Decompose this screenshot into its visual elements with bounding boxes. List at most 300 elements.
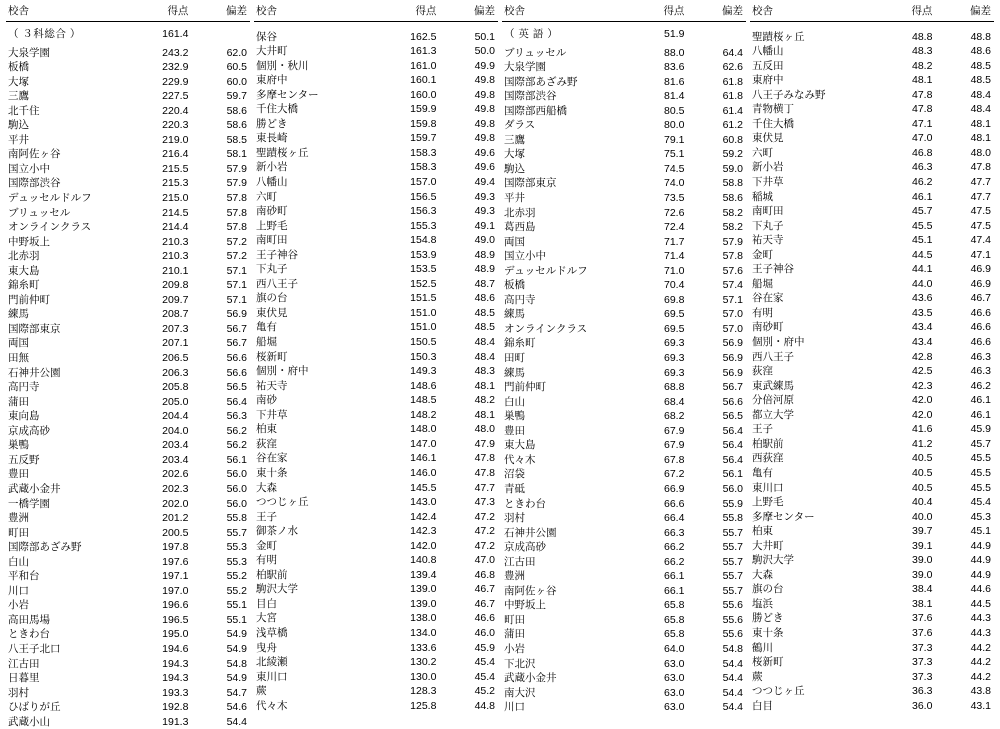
- school-score: 47.1: [912, 117, 933, 130]
- school-score: 44.0: [912, 277, 933, 290]
- school-score: 80.0: [664, 119, 685, 132]
- school-deviation: 56.6: [226, 366, 247, 379]
- school-deviation: 56.6: [722, 395, 743, 408]
- school-name: 亀有: [256, 321, 277, 334]
- school-score: 39.1: [912, 539, 933, 552]
- school-deviation: 55.7: [722, 526, 743, 539]
- school-score: 232.9: [162, 61, 189, 74]
- school-score: 36.0: [912, 699, 933, 712]
- school-name: 桜新町: [256, 350, 288, 363]
- school-name: 王子: [752, 423, 773, 436]
- table-row: [750, 248, 994, 263]
- school-deviation: 45.9: [970, 423, 991, 436]
- school-deviation: 58.1: [226, 148, 247, 161]
- school-score: 47.8: [912, 88, 933, 101]
- table-row: [502, 642, 746, 657]
- table-row: [502, 569, 746, 584]
- school-deviation: 61.8: [722, 75, 743, 88]
- school-deviation: 48.9: [474, 248, 495, 261]
- table-row: [750, 481, 994, 496]
- school-deviation: 45.4: [474, 670, 495, 683]
- school-name: 青砥: [504, 482, 525, 495]
- school-deviation: 60.0: [226, 75, 247, 88]
- header-score: 得点: [381, 4, 440, 21]
- school-name: 東十条: [256, 466, 288, 479]
- school-score: 40.0: [912, 510, 933, 523]
- school-score: 148.6: [410, 379, 437, 392]
- school-score: 193.3: [162, 686, 189, 699]
- school-score: 128.3: [410, 685, 437, 698]
- header-name: 校舎: [750, 4, 877, 21]
- school-name: 豊田: [8, 468, 29, 481]
- table-row: [750, 611, 994, 626]
- school-deviation: 55.9: [722, 497, 743, 510]
- school-score: 41.2: [912, 437, 933, 450]
- header-dev: 偏差: [687, 4, 746, 21]
- school-score: 66.3: [664, 526, 685, 539]
- school-name: 錦糸町: [8, 279, 40, 292]
- group-dev: [687, 26, 746, 42]
- school-deviation: 47.5: [970, 205, 991, 218]
- school-deviation: 62.0: [226, 46, 247, 59]
- school-name: 御茶ノ水: [256, 525, 298, 538]
- table-row: [6, 511, 250, 526]
- school-score: 204.0: [162, 424, 189, 437]
- school-score: 37.3: [912, 656, 933, 669]
- school-name: 柏東: [752, 525, 773, 538]
- school-score: 142.0: [410, 539, 437, 552]
- table-row: [254, 641, 498, 656]
- table-row: [6, 60, 250, 75]
- school-score: 192.8: [162, 701, 189, 714]
- school-deviation: 46.8: [474, 568, 495, 581]
- table-row: [254, 422, 498, 437]
- table-row: [6, 307, 250, 322]
- school-deviation: 56.0: [226, 468, 247, 481]
- header-name: 校舎: [254, 4, 381, 21]
- school-deviation: 57.9: [226, 162, 247, 175]
- school-deviation: 61.8: [722, 90, 743, 103]
- table-row: [6, 671, 250, 686]
- school-name: 西八王子: [256, 277, 298, 290]
- table-row: [254, 131, 498, 146]
- school-score: 161.3: [410, 45, 437, 58]
- table-row: [6, 657, 250, 672]
- table-header-row: [254, 4, 498, 21]
- school-name: 聖蹟桜ヶ丘: [752, 30, 805, 43]
- school-score: 205.0: [162, 395, 189, 408]
- table-row: [502, 540, 746, 555]
- table-row: [502, 293, 746, 308]
- school-name: 上野毛: [256, 219, 288, 232]
- table-row: [254, 160, 498, 175]
- school-name: 曳舟: [256, 641, 277, 654]
- school-deviation: 58.6: [226, 104, 247, 117]
- school-deviation: 55.7: [722, 584, 743, 597]
- school-name: 東伏見: [752, 132, 784, 145]
- school-name: 国際部あざみ野: [8, 541, 82, 554]
- school-deviation: 57.9: [722, 235, 743, 248]
- school-name: 蒲田: [8, 395, 29, 408]
- school-score: 155.3: [410, 219, 437, 232]
- school-name: ダラス: [504, 119, 536, 132]
- school-deviation: 45.4: [970, 496, 991, 509]
- school-score: 39.0: [912, 554, 933, 567]
- school-score: 39.0: [912, 568, 933, 581]
- school-deviation: 44.5: [970, 597, 991, 610]
- school-name: 北赤羽: [8, 250, 40, 263]
- school-score: 66.4: [664, 512, 685, 525]
- column-4: [750, 4, 994, 729]
- school-name: 上野毛: [752, 496, 784, 509]
- school-score: 40.5: [912, 466, 933, 479]
- table-row: [6, 220, 250, 235]
- school-name: 板橋: [504, 279, 525, 292]
- school-deviation: 54.9: [226, 642, 247, 655]
- school-name: 西八王子: [752, 350, 794, 363]
- school-deviation: 59.7: [226, 90, 247, 103]
- school-score: 153.9: [410, 248, 437, 261]
- table-row: [6, 351, 250, 366]
- school-name: 国際部渋谷: [8, 177, 61, 190]
- table-row: [750, 451, 994, 466]
- school-score: 143.0: [410, 496, 437, 509]
- table-row: [750, 102, 994, 117]
- school-name: 大泉学園: [8, 46, 50, 59]
- school-name: 小岩: [504, 642, 525, 655]
- school-deviation: 58.5: [226, 133, 247, 146]
- school-name: ときわ台: [504, 497, 546, 510]
- school-score: 44.5: [912, 248, 933, 261]
- school-score: 75.1: [664, 148, 685, 161]
- school-score: 146.1: [410, 452, 437, 465]
- school-score: 66.9: [664, 482, 685, 495]
- school-score: 197.0: [162, 584, 189, 597]
- school-deviation: 48.0: [970, 146, 991, 159]
- school-name: 南大沢: [504, 686, 536, 699]
- school-deviation: 58.6: [226, 119, 247, 132]
- table-row: [6, 104, 250, 119]
- school-score: 48.1: [912, 74, 933, 87]
- school-score: 71.0: [664, 264, 685, 277]
- school-score: 46.3: [912, 161, 933, 174]
- school-name: 浅草橋: [256, 626, 288, 639]
- school-name: 八王子北口: [8, 642, 61, 655]
- school-score: 69.3: [664, 352, 685, 365]
- school-name: 国際部東京: [504, 177, 557, 190]
- column-2: [254, 4, 498, 729]
- school-name: 町田: [8, 526, 29, 539]
- table-row: [254, 393, 498, 408]
- table-row: [750, 160, 994, 175]
- table-row: [6, 322, 250, 337]
- school-name: 北赤羽: [504, 206, 536, 219]
- school-score: 209.7: [162, 293, 189, 306]
- school-name: 祐天寺: [752, 234, 784, 247]
- school-name: 大森: [752, 568, 773, 581]
- ranking-table-4: [750, 4, 994, 713]
- school-score: 79.1: [664, 133, 685, 146]
- school-name: 荻窪: [752, 365, 773, 378]
- table-row: [750, 699, 994, 714]
- school-score: 219.0: [162, 133, 189, 146]
- school-deviation: 55.3: [226, 541, 247, 554]
- table-row: [502, 249, 746, 264]
- school-score: 64.0: [664, 642, 685, 655]
- school-score: 71.7: [664, 235, 685, 248]
- table-row: [502, 482, 746, 497]
- school-name: 下井草: [752, 176, 784, 189]
- school-score: 157.0: [410, 176, 437, 189]
- table-row: [502, 46, 746, 61]
- school-score: 154.8: [410, 234, 437, 247]
- table-row: [254, 597, 498, 612]
- school-name: 八王子みなみ野: [752, 88, 826, 101]
- school-score: 42.8: [912, 350, 933, 363]
- school-name: 下北沢: [504, 657, 536, 670]
- school-score: 69.5: [664, 308, 685, 321]
- school-deviation: 56.9: [722, 337, 743, 350]
- school-score: 41.6: [912, 423, 933, 436]
- school-score: 160.1: [410, 74, 437, 87]
- school-score: 142.4: [410, 510, 437, 523]
- table-row: [254, 539, 498, 554]
- school-score: 37.6: [912, 626, 933, 639]
- school-name: 荻窪: [256, 437, 277, 450]
- table-row: [254, 611, 498, 626]
- school-name: 高円寺: [8, 381, 40, 394]
- school-deviation: 45.9: [474, 641, 495, 654]
- school-name: 王子: [256, 510, 277, 523]
- table-row: [502, 453, 746, 468]
- table-row: [6, 395, 250, 410]
- school-name: 平井: [8, 133, 29, 146]
- school-name: 南町田: [256, 234, 288, 247]
- school-deviation: 57.0: [722, 308, 743, 321]
- table-row: [502, 627, 746, 642]
- school-score: 194.3: [162, 657, 189, 670]
- table-row: [502, 598, 746, 613]
- school-name: ブリュッセル: [8, 206, 71, 219]
- school-name: 有明: [752, 306, 773, 319]
- school-score: 37.3: [912, 670, 933, 683]
- table-row: [6, 162, 250, 177]
- school-deviation: 46.7: [474, 597, 495, 610]
- school-score: 40.4: [912, 496, 933, 509]
- school-score: 125.8: [410, 699, 437, 712]
- school-name: 桜新町: [752, 656, 784, 669]
- school-name: 谷在家: [256, 452, 288, 465]
- school-score: 156.5: [410, 190, 437, 203]
- school-deviation: 49.8: [474, 74, 495, 87]
- school-score: 68.4: [664, 395, 685, 408]
- school-name: 聖蹟桜ヶ丘: [256, 146, 309, 159]
- school-deviation: 46.1: [970, 408, 991, 421]
- school-deviation: 55.2: [226, 584, 247, 597]
- table-row: [502, 104, 746, 119]
- school-score: 65.8: [664, 628, 685, 641]
- school-name: 武蔵小山: [8, 715, 50, 728]
- table-row: [6, 526, 250, 541]
- school-deviation: 50.0: [474, 45, 495, 58]
- school-score: 38.1: [912, 597, 933, 610]
- school-score: 202.3: [162, 482, 189, 495]
- table-row: [6, 569, 250, 584]
- school-deviation: 46.3: [970, 350, 991, 363]
- school-deviation: 47.4: [970, 234, 991, 247]
- school-score: 88.0: [664, 46, 685, 59]
- header-score: 得点: [877, 4, 936, 21]
- table-row: [750, 670, 994, 685]
- school-score: 134.0: [410, 626, 437, 639]
- school-name: 王子神谷: [752, 263, 794, 276]
- school-name: 羽村: [8, 686, 29, 699]
- school-score: 72.4: [664, 221, 685, 234]
- table-row: [750, 335, 994, 350]
- table-row: [254, 204, 498, 219]
- school-score: 48.8: [912, 30, 933, 43]
- school-name: 三鷹: [504, 133, 525, 146]
- school-name: 平和台: [8, 570, 40, 583]
- school-score: 215.0: [162, 192, 189, 205]
- school-name: 大井町: [256, 45, 288, 58]
- table-row: [6, 686, 250, 701]
- school-score: 194.6: [162, 642, 189, 655]
- school-name: 練馬: [504, 366, 525, 379]
- school-deviation: 57.1: [226, 293, 247, 306]
- school-deviation: 54.4: [722, 672, 743, 685]
- school-deviation: 55.7: [722, 541, 743, 554]
- school-name: 目白: [256, 597, 277, 610]
- school-name: 沼袋: [504, 468, 525, 481]
- school-name: 六町: [256, 190, 277, 203]
- table-row: [254, 495, 498, 510]
- school-name: 田町: [504, 352, 525, 365]
- table-row: [254, 481, 498, 496]
- school-deviation: 54.4: [722, 657, 743, 670]
- table-row: [6, 555, 250, 570]
- school-deviation: 58.8: [722, 177, 743, 190]
- school-name: 南砂町: [752, 321, 784, 334]
- school-score: 42.3: [912, 379, 933, 392]
- school-deviation: 48.1: [970, 117, 991, 130]
- school-deviation: 47.7: [474, 481, 495, 494]
- school-deviation: 56.0: [722, 482, 743, 495]
- school-deviation: 48.9: [474, 263, 495, 276]
- school-score: 162.5: [410, 30, 437, 43]
- table-row: [502, 89, 746, 104]
- school-name: 国際部西船橋: [504, 104, 567, 117]
- school-name: 高田馬場: [8, 613, 50, 626]
- school-name: 多摩センター: [256, 88, 319, 101]
- school-name: 北千住: [8, 104, 40, 117]
- school-score: 69.8: [664, 293, 685, 306]
- school-score: 229.9: [162, 75, 189, 88]
- school-deviation: 49.6: [474, 146, 495, 159]
- school-score: 151.0: [410, 321, 437, 334]
- table-row: [750, 175, 994, 190]
- school-deviation: 56.0: [226, 482, 247, 495]
- school-deviation: 56.4: [722, 439, 743, 452]
- school-score: 138.0: [410, 612, 437, 625]
- school-deviation: 56.7: [226, 337, 247, 350]
- school-score: 159.8: [410, 117, 437, 130]
- table-row: [750, 306, 994, 321]
- school-score: 158.3: [410, 146, 437, 159]
- school-deviation: 55.7: [226, 526, 247, 539]
- school-name: 南砂町: [256, 205, 288, 218]
- school-deviation: 54.4: [722, 686, 743, 699]
- school-score: 38.4: [912, 583, 933, 596]
- table-row: [750, 553, 994, 568]
- school-score: 37.6: [912, 612, 933, 625]
- school-score: 204.4: [162, 410, 189, 423]
- school-deviation: 45.3: [970, 510, 991, 523]
- school-score: 159.9: [410, 103, 437, 116]
- school-deviation: 55.7: [722, 570, 743, 583]
- school-deviation: 49.8: [474, 117, 495, 130]
- school-deviation: 56.7: [226, 322, 247, 335]
- table-row: [750, 277, 994, 292]
- school-score: 220.3: [162, 119, 189, 132]
- school-deviation: 45.5: [970, 466, 991, 479]
- school-name: 蕨: [752, 670, 763, 683]
- table-row: [254, 262, 498, 277]
- table-row: [6, 613, 250, 628]
- school-deviation: 47.9: [474, 437, 495, 450]
- school-name: 巣鴨: [8, 439, 29, 452]
- school-name: 豊洲: [8, 512, 29, 525]
- school-deviation: 56.4: [226, 395, 247, 408]
- table-row: [750, 131, 994, 146]
- school-name: 練馬: [504, 308, 525, 321]
- school-name: 新小岩: [752, 161, 784, 174]
- school-name: 金町: [752, 248, 773, 261]
- school-deviation: 55.7: [722, 555, 743, 568]
- school-score: 206.3: [162, 366, 189, 379]
- table-row: [254, 190, 498, 205]
- table-body-3: [502, 46, 746, 715]
- school-name: 京成高砂: [504, 541, 546, 554]
- table-row: [750, 117, 994, 132]
- school-score: 68.2: [664, 410, 685, 423]
- school-name: 高円寺: [504, 293, 536, 306]
- school-name: 東伏見: [256, 306, 288, 319]
- school-name: 駒沢大学: [256, 583, 298, 596]
- school-score: 69.3: [664, 337, 685, 350]
- school-deviation: 48.6: [970, 45, 991, 58]
- table-row: [254, 30, 498, 45]
- school-score: 150.3: [410, 350, 437, 363]
- school-score: 205.8: [162, 381, 189, 394]
- school-name: 分倍河原: [752, 394, 794, 407]
- school-deviation: 47.2: [474, 525, 495, 538]
- school-name: 南阿佐ヶ谷: [504, 584, 557, 597]
- school-name: 小岩: [8, 599, 29, 612]
- school-name: 亀有: [752, 466, 773, 479]
- school-score: 215.3: [162, 177, 189, 190]
- school-deviation: 47.8: [474, 452, 495, 465]
- school-deviation: 44.2: [970, 656, 991, 669]
- table-row: [6, 627, 250, 642]
- school-score: 203.4: [162, 439, 189, 452]
- school-deviation: 57.1: [226, 264, 247, 277]
- school-deviation: 47.0: [474, 554, 495, 567]
- school-deviation: 56.5: [722, 410, 743, 423]
- school-score: 150.5: [410, 336, 437, 349]
- school-score: 36.3: [912, 685, 933, 698]
- table-row: [6, 293, 250, 308]
